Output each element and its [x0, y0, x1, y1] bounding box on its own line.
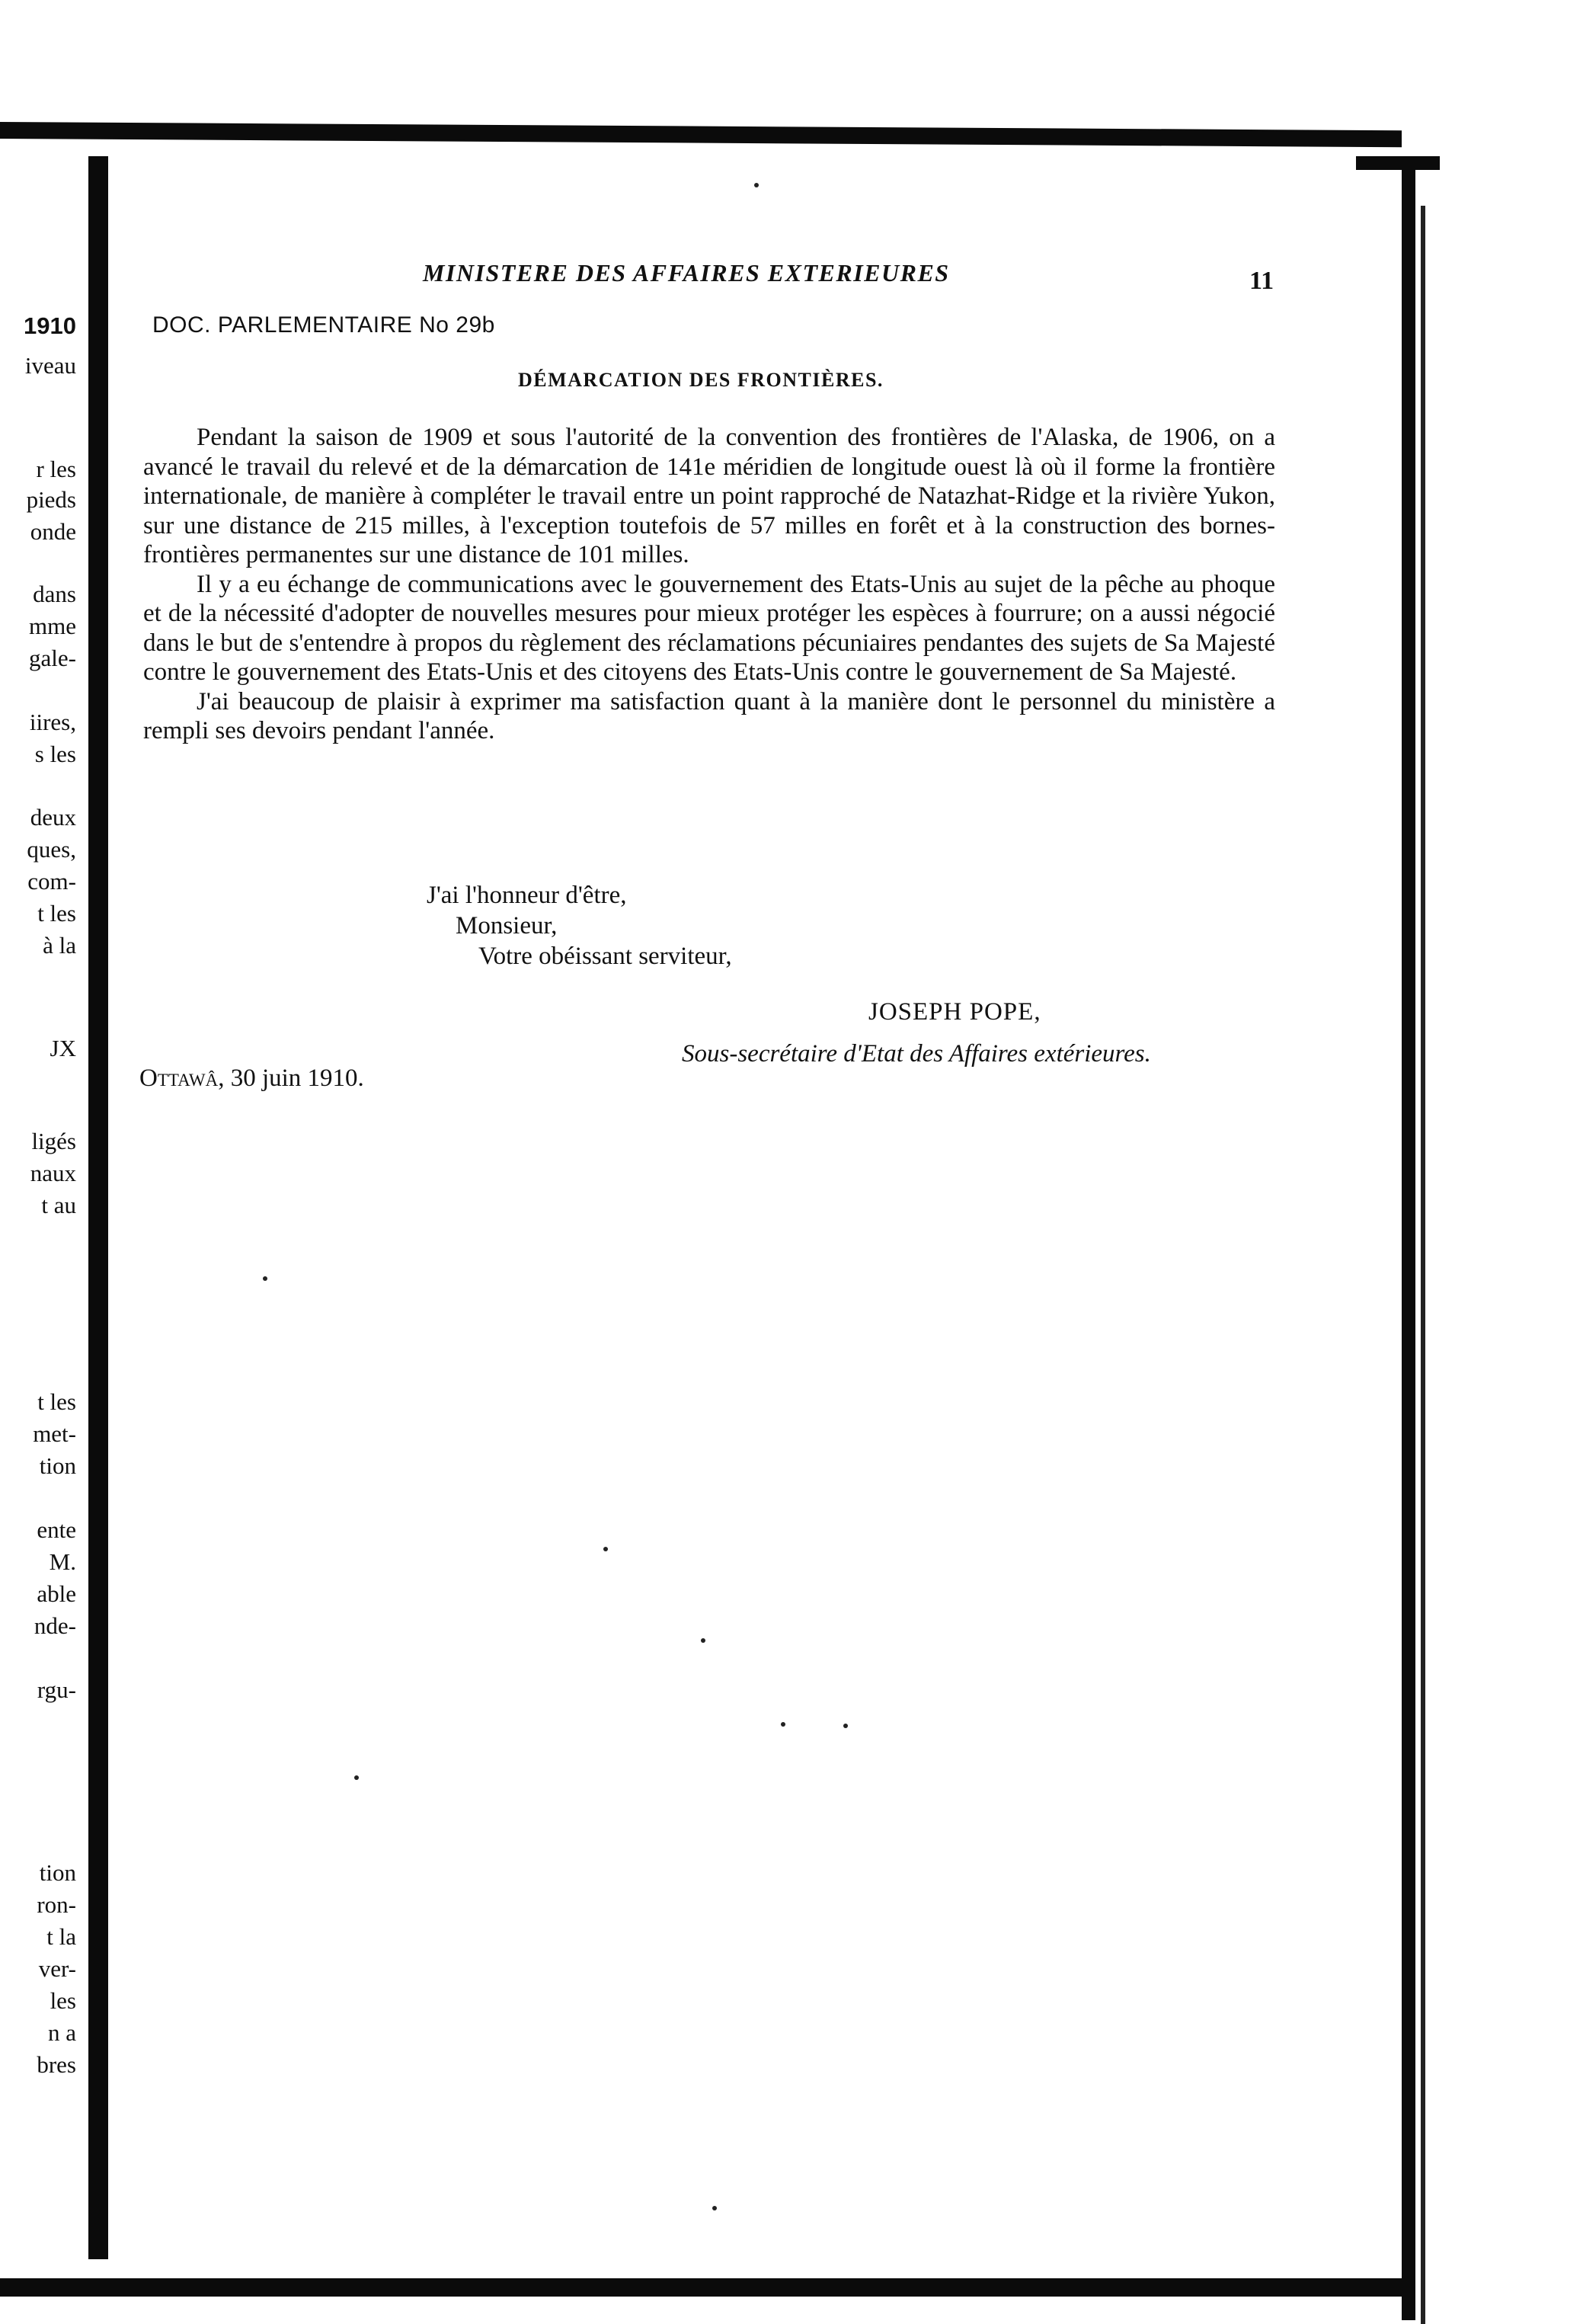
fragment-line: iires,: [29, 709, 76, 735]
closing-line: Votre obéissant serviteur,: [478, 943, 732, 970]
running-head: MINISTERE DES AFFAIRES EXTERIEURES: [423, 259, 950, 286]
scan-edge-top-right: [1356, 156, 1440, 170]
binding-edge-left: [88, 156, 108, 2259]
fragment-line: 1910: [24, 312, 76, 339]
fragment-line: com-: [27, 868, 76, 895]
fragment-line: met-: [33, 1420, 76, 1447]
scan-speck: [712, 2206, 717, 2210]
page-number: 11: [1249, 267, 1274, 295]
body-text: [143, 423, 1275, 746]
section-heading: DÉMARCATION DES FRONTIÈRES.: [518, 369, 884, 391]
fragment-line: mme: [29, 613, 76, 639]
scan-speck: [701, 1638, 705, 1643]
fragment-line: à la: [43, 932, 76, 959]
fragment-line: iveau: [24, 352, 76, 379]
fragment-line: gale-: [29, 645, 76, 671]
fragment-line: JX: [50, 1035, 76, 1061]
fragment-line: bres: [37, 2051, 76, 2078]
fragment-line: ente: [37, 1516, 76, 1543]
scan-edge-right-thin: [1421, 206, 1425, 2324]
signature-name: JOSEPH POPE,: [868, 998, 1041, 1026]
scan-edge-top: [0, 122, 1402, 147]
fragment-line: pieds: [26, 486, 76, 513]
scan-speck: [843, 1724, 848, 1728]
fragment-line: t les: [37, 900, 76, 927]
place-date: [139, 1064, 364, 1093]
fragment-line: n a: [47, 2019, 76, 2046]
paragraph: J'ai beaucoup de plaisir à exprimer ma satisfaction quant à la manière dont le personnel du ministère a rempli ses devoirs pendant l'année.: [143, 687, 1275, 744]
fragment-line: s les: [34, 741, 76, 767]
paragraph: Pendant la saison de 1909 et sous l'autorité de la convention des frontières de l'Alaska, de 1906, on a avancé le travail du relevé et de la démarcation de 141e méridien de longitude ouest là où il forme la frontière internationale, de manière à compléter le travail entre un point rapproché de Natazhat-Ridge et la rivière Yukon, sur une distance de 215 milles, à l'exception toutefois de 57 milles en forêt et à la construction des bornes-frontières permanentes sur une distance de 101 milles.: [143, 424, 1275, 568]
scan-speck: [354, 1775, 359, 1780]
fragment-line: t la: [46, 1923, 76, 1950]
paragraph: Il y a eu échange de communications avec le gouvernement des Etats-Unis au sujet de la pêche au phoque et de la nécessité d'adopter de nouvelles mesures pour mieux protéger les espèces à fourrure; on a aussi négocié dans le but de s'entendre à propos du règlement des réclamations pécuniaires pendantes des sujets de Sa Majesté contre le gouvernement des Etats-Unis et des citoyens des Etats-Unis contre le gouvernement de Sa Majesté.: [143, 570, 1275, 686]
scan-speck: [263, 1276, 267, 1281]
fragment-line: r les: [36, 456, 76, 482]
fragment-line: dans: [33, 581, 76, 607]
fragment-line: ron-: [37, 1891, 76, 1918]
fragment-line: tion: [39, 1859, 76, 1886]
fragment-line: ques,: [27, 836, 76, 863]
date: , 30 juin 1910.: [218, 1064, 364, 1092]
adjacent-page-fragment: [0, 0, 76, 2321]
fragment-line: t au: [41, 1192, 76, 1218]
scan-speck: [754, 183, 759, 187]
document-reference: DOC. PARLEMENTAIRE No 29b: [152, 312, 495, 338]
closing-line: J'ai l'honneur d'être,: [427, 882, 627, 909]
fragment-line: t les: [37, 1388, 76, 1415]
scan-speck: [603, 1547, 608, 1551]
scan-edge-right: [1402, 156, 1415, 2320]
fragment-line: onde: [30, 518, 76, 545]
fragment-line: rgu-: [37, 1676, 76, 1703]
fragment-line: les: [50, 1987, 76, 2014]
fragment-line: M.: [49, 1548, 76, 1575]
fragment-line: ver-: [38, 1955, 76, 1982]
fragment-line: tion: [39, 1452, 76, 1479]
fragment-line: nde-: [34, 1612, 76, 1639]
place: Ottawâ: [139, 1064, 219, 1092]
signature-title: Sous-secrétaire d'Etat des Affaires extérieures.: [682, 1040, 1151, 1068]
fragment-line: ligés: [31, 1128, 76, 1154]
scan-edge-bottom: [0, 2278, 1409, 2297]
closing-line: Monsieur,: [456, 912, 558, 940]
fragment-line: able: [37, 1580, 76, 1607]
scan-speck: [781, 1722, 785, 1727]
fragment-line: naux: [30, 1160, 76, 1186]
fragment-line: deux: [30, 804, 76, 831]
